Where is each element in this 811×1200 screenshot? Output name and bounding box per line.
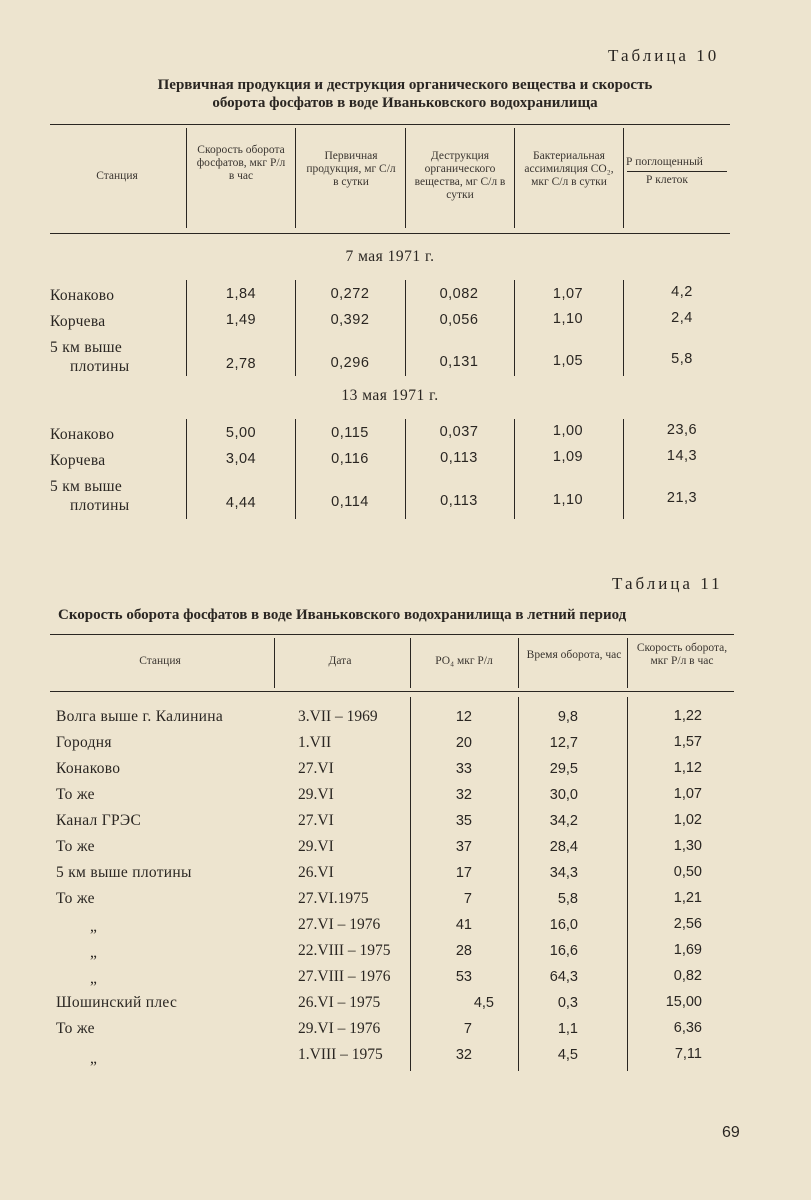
table10-body-divider xyxy=(186,419,187,519)
table11-date: 29.VI xyxy=(298,838,334,855)
table10-station: Корчева xyxy=(50,452,106,469)
table10-ratio-value: 5,8 xyxy=(671,351,693,367)
table10-bacterial-value: 1,09 xyxy=(552,449,584,465)
table11-time: 64,3 xyxy=(549,969,578,985)
table11-station: То же xyxy=(56,838,95,855)
table10-speed-value: 2,78 xyxy=(225,356,257,372)
table11-header-divider xyxy=(410,638,411,688)
table10-station-line2: плотины xyxy=(70,497,130,514)
table10-destruction-value: 0,113 xyxy=(440,493,478,509)
table10-header-divider xyxy=(186,128,187,228)
table11-body-divider xyxy=(627,697,628,1071)
table10-body-divider xyxy=(295,280,296,376)
table11-time: 34,2 xyxy=(549,813,578,829)
table11-header-time: Время оборота, час xyxy=(526,649,622,661)
table10-ratio-value: 4,2 xyxy=(671,284,693,300)
table11-station: Конаково xyxy=(56,760,121,777)
table11-po4: 32 xyxy=(455,1047,472,1063)
table10-group-date: 13 мая 1971 г. xyxy=(341,387,439,404)
table11-speed: 1,69 xyxy=(673,942,702,958)
table11-speed: 7,11 xyxy=(674,1046,702,1062)
table11-po4: 17 xyxy=(455,865,472,881)
table10-number: Таблица 10 xyxy=(608,46,720,65)
table10-speed-value: 1,84 xyxy=(225,286,257,302)
table11-date: 1.VII xyxy=(298,734,332,751)
table10-destruction-value: 0,037 xyxy=(439,424,479,440)
table11-date: 29.VI – 1976 xyxy=(298,1020,381,1037)
table10-ratio-fraction-bar xyxy=(627,171,727,172)
table10-ratio-value: 23,6 xyxy=(666,422,698,438)
table11-po4: 20 xyxy=(455,735,472,751)
table11-station: Волга выше г. Калинина xyxy=(56,708,224,725)
table10-header-destruction: Деструкция органического вещества, мг С/л в сутки xyxy=(414,150,506,201)
table11-time: 34,3 xyxy=(549,865,578,881)
table10-header-rule xyxy=(50,233,730,234)
table10-top-rule xyxy=(50,124,730,125)
table11-date: 3.VII – 1969 xyxy=(298,708,378,725)
table11-header-rule xyxy=(50,691,734,692)
table11-date: 26.VI – 1975 xyxy=(298,994,381,1011)
table11-time: 16,0 xyxy=(549,917,578,933)
table10-body-divider xyxy=(405,419,406,519)
table11-speed: 2,56 xyxy=(673,916,702,932)
table10-ratio-value: 21,3 xyxy=(666,490,698,506)
table10-body-divider xyxy=(405,280,406,376)
table11-date: 27.VI – 1976 xyxy=(298,916,381,933)
table10-primary-value: 0,114 xyxy=(331,494,369,510)
table11-station-ditto: „ xyxy=(90,1050,98,1067)
table11-po4: 4,5 xyxy=(473,995,494,1011)
table10-header-divider xyxy=(405,128,406,228)
table11-speed: 1,02 xyxy=(673,812,702,828)
table10-body-divider xyxy=(623,280,624,376)
table11-po4: 41 xyxy=(455,917,472,933)
table11-station: То же xyxy=(56,890,95,907)
table10-speed-value: 4,44 xyxy=(225,495,257,511)
table11-date: 1.VIII – 1975 xyxy=(298,1046,383,1063)
table11-speed: 6,36 xyxy=(673,1020,702,1036)
table10-station: 5 км выше xyxy=(50,339,123,356)
table10-header-primary: Первичная продукция, мг С/л в сутки xyxy=(306,150,396,188)
table11-speed: 1,57 xyxy=(673,734,702,750)
table10-primary-value: 0,272 xyxy=(330,286,370,302)
table10-header-speed: Скорость оборота фосфатов, мкг Р/л в час xyxy=(196,144,286,182)
table10-ratio-value: 14,3 xyxy=(666,448,698,464)
table11-date: 22.VIII – 1975 xyxy=(298,942,391,959)
table10-header-ratio-numerator: Р поглощенный xyxy=(626,156,703,168)
table10-primary-value: 0,392 xyxy=(330,312,370,328)
table11-po4: 33 xyxy=(455,761,472,777)
table10-bacterial-value: 1,00 xyxy=(552,423,584,439)
table10-primary-value: 0,116 xyxy=(331,451,369,467)
table11-header-date: Дата xyxy=(328,655,352,667)
table10-station: Корчева xyxy=(50,313,106,330)
table11-top-rule xyxy=(50,634,734,635)
table10-destruction-value: 0,131 xyxy=(439,354,479,370)
table10-header-divider xyxy=(514,128,515,228)
table11-station: Городня xyxy=(56,734,112,751)
table10-speed-value: 3,04 xyxy=(225,451,257,467)
table10-body-divider xyxy=(623,419,624,519)
table10-bacterial-value: 1,05 xyxy=(552,353,584,369)
table11-header-divider xyxy=(518,638,519,688)
table11-time: 0,3 xyxy=(557,995,578,1011)
table10-title-line2: оборота фосфатов в воде Иваньковского водохранилища xyxy=(212,95,598,111)
table11-time: 9,8 xyxy=(557,709,578,725)
table10-title-line1: Первичная продукция и деструкция органического вещества и скорость xyxy=(157,77,653,93)
table11-speed: 1,30 xyxy=(673,838,702,854)
table11-po4: 32 xyxy=(455,787,472,803)
table10-header-ratio-denominator: Р клеток xyxy=(646,174,688,186)
table11-time: 5,8 xyxy=(557,891,578,907)
table11-speed: 0,82 xyxy=(673,968,702,984)
table11-speed: 0,50 xyxy=(673,864,702,880)
table11-header-speed: Скорость оборота, мкг Р/л в час xyxy=(636,642,728,667)
table11-station-ditto: „ xyxy=(90,944,98,961)
table11-number: Таблица 11 xyxy=(612,574,723,593)
table11-time: 29,5 xyxy=(549,761,578,777)
table11-station: Шошинский плес xyxy=(56,994,178,1011)
table11-time: 30,0 xyxy=(549,787,578,803)
table10-bacterial-value: 1,10 xyxy=(552,492,584,508)
table10-destruction-value: 0,082 xyxy=(439,286,479,302)
table10-speed-value: 1,49 xyxy=(225,312,257,328)
table11-time: 16,6 xyxy=(549,943,578,959)
table10-station: 5 км выше xyxy=(50,478,123,495)
table10-station: Конаково xyxy=(50,287,115,304)
table11-po4: 35 xyxy=(455,813,472,829)
table11-station-ditto: „ xyxy=(90,918,98,935)
table11-speed: 15,00 xyxy=(665,994,702,1010)
table11-speed: 1,21 xyxy=(673,890,702,906)
table10-primary-value: 0,115 xyxy=(331,425,369,441)
table11-po4: 37 xyxy=(455,839,472,855)
table10-header-divider xyxy=(295,128,296,228)
table11-time: 1,1 xyxy=(557,1021,578,1037)
table11-header-po4: РО₄ мкг Р/л xyxy=(435,655,493,667)
table11-po4: 53 xyxy=(455,969,472,985)
table10-destruction-value: 0,113 xyxy=(440,450,478,466)
table11-time: 4,5 xyxy=(557,1047,578,1063)
table11-date: 27.VI xyxy=(298,812,334,829)
table11-po4: 7 xyxy=(463,1021,472,1037)
table10-bacterial-value: 1,10 xyxy=(552,311,584,327)
table11-date: 27.VI.1975 xyxy=(298,890,369,907)
table10-header-station: Станция xyxy=(96,170,138,182)
page-number: 69 xyxy=(722,1124,740,1141)
table11-station: Канал ГРЭС xyxy=(56,812,142,829)
table11-header-divider xyxy=(627,638,628,688)
table11-station: То же xyxy=(56,1020,95,1037)
table11-body-divider xyxy=(410,697,411,1071)
table10-body-divider xyxy=(514,419,515,519)
table11-speed: 1,22 xyxy=(673,708,702,724)
table11-body-divider xyxy=(518,697,519,1071)
table11-po4: 28 xyxy=(455,943,472,959)
table10-header-bacterial: Бактериальная ассимиляция СО₂, мкг С/л в сутки xyxy=(524,150,614,188)
table11-station: То же xyxy=(56,786,95,803)
table10-group-date: 7 мая 1971 г. xyxy=(345,248,435,265)
table11-po4: 12 xyxy=(455,709,472,725)
table10-bacterial-value: 1,07 xyxy=(552,286,584,302)
table10-ratio-value: 2,4 xyxy=(671,310,693,326)
table10-primary-value: 0,296 xyxy=(330,355,370,371)
table11-station: 5 км выше плотины xyxy=(56,864,192,881)
table11-date: 27.VI xyxy=(298,760,334,777)
table11-header-divider xyxy=(274,638,275,688)
table11-po4: 7 xyxy=(463,891,472,907)
table11-date: 27.VIII – 1976 xyxy=(298,968,391,985)
table11-speed: 1,07 xyxy=(673,786,702,802)
table11-date: 26.VI xyxy=(298,864,334,881)
table10-destruction-value: 0,056 xyxy=(439,312,479,328)
table10-body-divider xyxy=(295,419,296,519)
table10-header-divider xyxy=(623,128,624,228)
table10-station: Конаково xyxy=(50,426,115,443)
table11-speed: 1,12 xyxy=(673,760,702,776)
table11-date: 29.VI xyxy=(298,786,334,803)
table10-body-divider xyxy=(186,280,187,376)
table10-station-line2: плотины xyxy=(70,358,130,375)
table11-header-station: Станция xyxy=(139,655,181,667)
table11-time: 28,4 xyxy=(549,839,578,855)
table10-body-divider xyxy=(514,280,515,376)
table11-station-ditto: „ xyxy=(90,970,98,987)
table10-speed-value: 5,00 xyxy=(225,425,257,441)
table11-time: 12,7 xyxy=(549,735,578,751)
table11-title: Скорость оборота фосфатов в воде Иваньковского водохранилища в летний период xyxy=(58,607,627,623)
